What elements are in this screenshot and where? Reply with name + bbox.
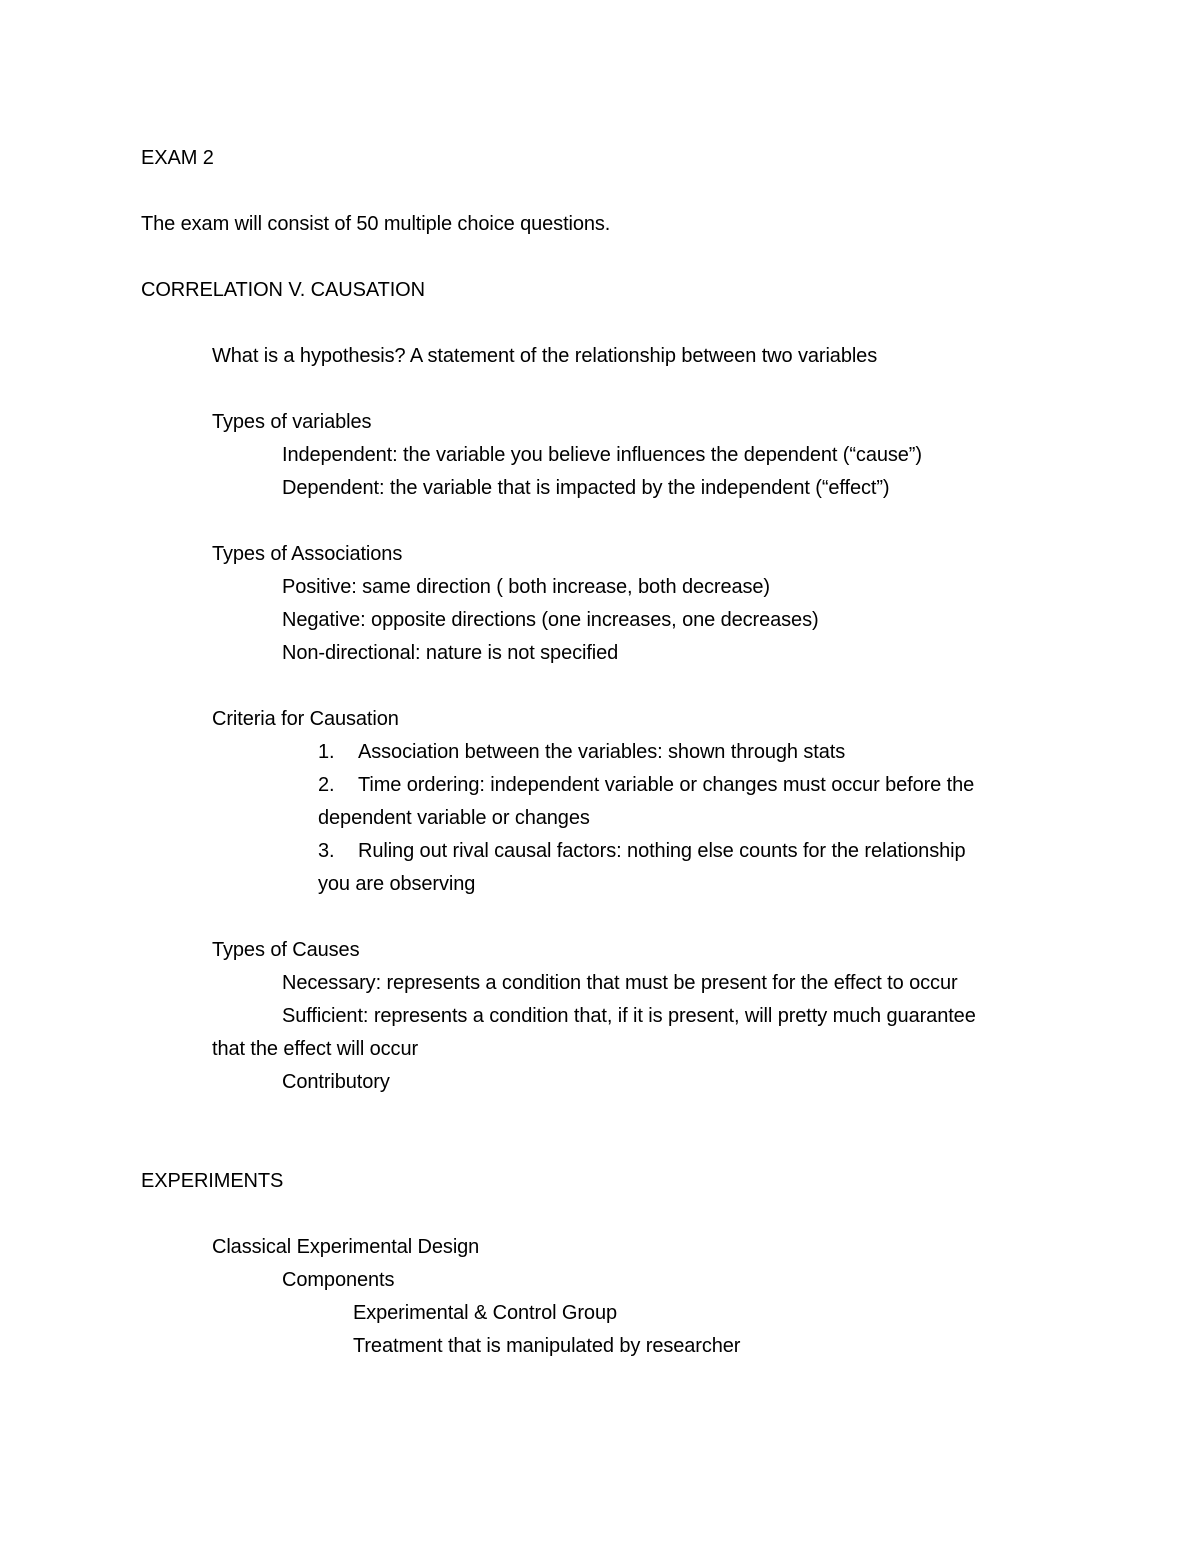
criteria-item-2-continuation: dependent variable or changes — [318, 807, 590, 829]
hypothesis-definition: What is a hypothesis? A statement of the relationship between two variables — [212, 345, 878, 367]
dependent-variable-definition: Dependent: the variable that is impacted by the independent (“effect”) — [282, 477, 890, 499]
criteria-item-2 — [318, 772, 974, 798]
section-heading-experiments: EXPERIMENTS — [141, 1170, 284, 1192]
component-item: Experimental & Control Group — [353, 1302, 617, 1324]
variables-heading: Types of variables — [212, 411, 372, 433]
associations-heading: Types of Associations — [212, 543, 403, 565]
criteria-heading: Criteria for Causation — [212, 708, 399, 730]
criteria-item-text: Ruling out rival causal factors: nothing else counts for the relationship — [358, 840, 966, 862]
causes-heading: Types of Causes — [212, 939, 360, 961]
necessary-cause: Necessary: represents a condition that must be present for the effect to occur — [282, 972, 958, 994]
contributory-cause: Contributory — [282, 1071, 390, 1093]
exam-title: EXAM 2 — [141, 147, 214, 169]
criteria-item-text: Time ordering: independent variable or changes must occur before the — [358, 774, 975, 796]
criteria-item-text: Association between the variables: shown through stats — [358, 741, 846, 763]
criteria-item-number: 1. — [318, 741, 335, 763]
nondirectional-association: Non-directional: nature is not specified — [282, 642, 619, 664]
section-heading-correlation: CORRELATION V. CAUSATION — [141, 279, 425, 301]
sufficient-cause-continuation: that the effect will occur — [212, 1038, 419, 1060]
criteria-item-1 — [318, 739, 845, 765]
criteria-item-number: 3. — [318, 840, 335, 862]
positive-association: Positive: same direction ( both increase, both decrease) — [282, 576, 770, 598]
intro-text: The exam will consist of 50 multiple choice questions. — [141, 213, 611, 235]
component-item: Treatment that is manipulated by researcher — [353, 1335, 741, 1357]
criteria-item-number: 2. — [318, 774, 335, 796]
sufficient-cause: Sufficient: represents a condition that, if it is present, will pretty much guarantee — [282, 1005, 976, 1027]
independent-variable-definition: Independent: the variable you believe influences the dependent (“cause”) — [282, 444, 922, 466]
experimental-design-heading: Classical Experimental Design — [212, 1236, 480, 1258]
criteria-item-3 — [318, 838, 966, 864]
negative-association: Negative: opposite directions (one increases, one decreases) — [282, 609, 819, 631]
criteria-item-3-continuation: you are observing — [318, 873, 476, 895]
components-heading: Components — [282, 1269, 395, 1291]
